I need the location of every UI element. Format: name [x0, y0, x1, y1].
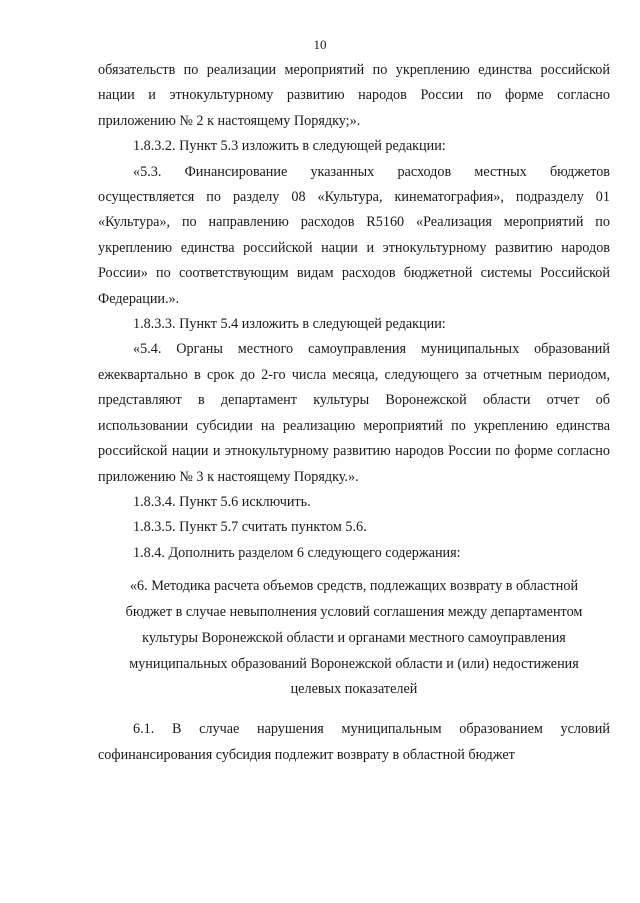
paragraph-clause-5-3: «5.3. Финансирование указанных расходов местных бюджетов осуществляется по разделу 08 «Культура, кинематография», подразделу 01 «Культура», по направлению расходов R5160 «Реализация мероприятий по укреплению единства российской нации и этнокультурному развитию народов России» по соответствующим видам расходов бюджетной системы Российской Федерации.».: [98, 163, 610, 307]
paragraph-clause-6-1: 6.1. В случае нарушения муниципальным образованием условий софинансирования субсидия подлежит возврату в областной бюджет: [98, 721, 610, 763]
paragraph-clause-5-4: «5.4. Органы местного самоуправления муниципальных образований ежеквартально в срок до 2-го числа месяца, следующего за отчетным периодом, представляют в департамент культуры Воронежской области отчет об использовании субсидии на реализацию мероприятий по укреплению единства российской нации и этнокультурному развитию народов России по форме согласно приложению № 3 к настоящему Порядку.».: [98, 341, 610, 485]
paragraph-clause-1-8-3-5: 1.8.3.5. Пункт 5.7 считать пунктом 5.6.: [133, 519, 367, 536]
document-body: [98, 58, 610, 768]
section-6-heading: [98, 574, 610, 703]
paragraph-obligations-continuation: обязательств по реализации мероприятий по укреплению единства российской нации и этнокультурному развитию народов России по форме согласно приложению № 2 к настоящему Порядку;».: [98, 62, 610, 129]
section-6-heading-line: бюджет в случае невыполнения условий соглашения между департаментом: [125, 603, 583, 620]
section-6-heading-line: культуры Воронежской области и органами местного самоуправления: [142, 629, 566, 646]
paragraph-clause-1-8-4: 1.8.4. Дополнить разделом 6 следующего содержания:: [133, 544, 461, 561]
section-6-heading-line: «6. Методика расчета объемов средств, подлежащих возврату в областной: [129, 578, 579, 595]
paragraph-clause-1-8-3-4: 1.8.3.4. Пункт 5.6 исключить.: [133, 493, 311, 510]
section-6-heading-line: муниципальных образований Воронежской области и (или) недостижения: [129, 655, 579, 672]
paragraph-clause-1-8-3-2: 1.8.3.2. Пункт 5.3 изложить в следующей редакции:: [133, 138, 446, 155]
page-number: 10: [313, 37, 327, 52]
paragraph-clause-1-8-3-3: 1.8.3.3. Пункт 5.4 изложить в следующей редакции:: [133, 316, 446, 333]
section-6-heading-line: целевых показателей: [290, 681, 418, 698]
